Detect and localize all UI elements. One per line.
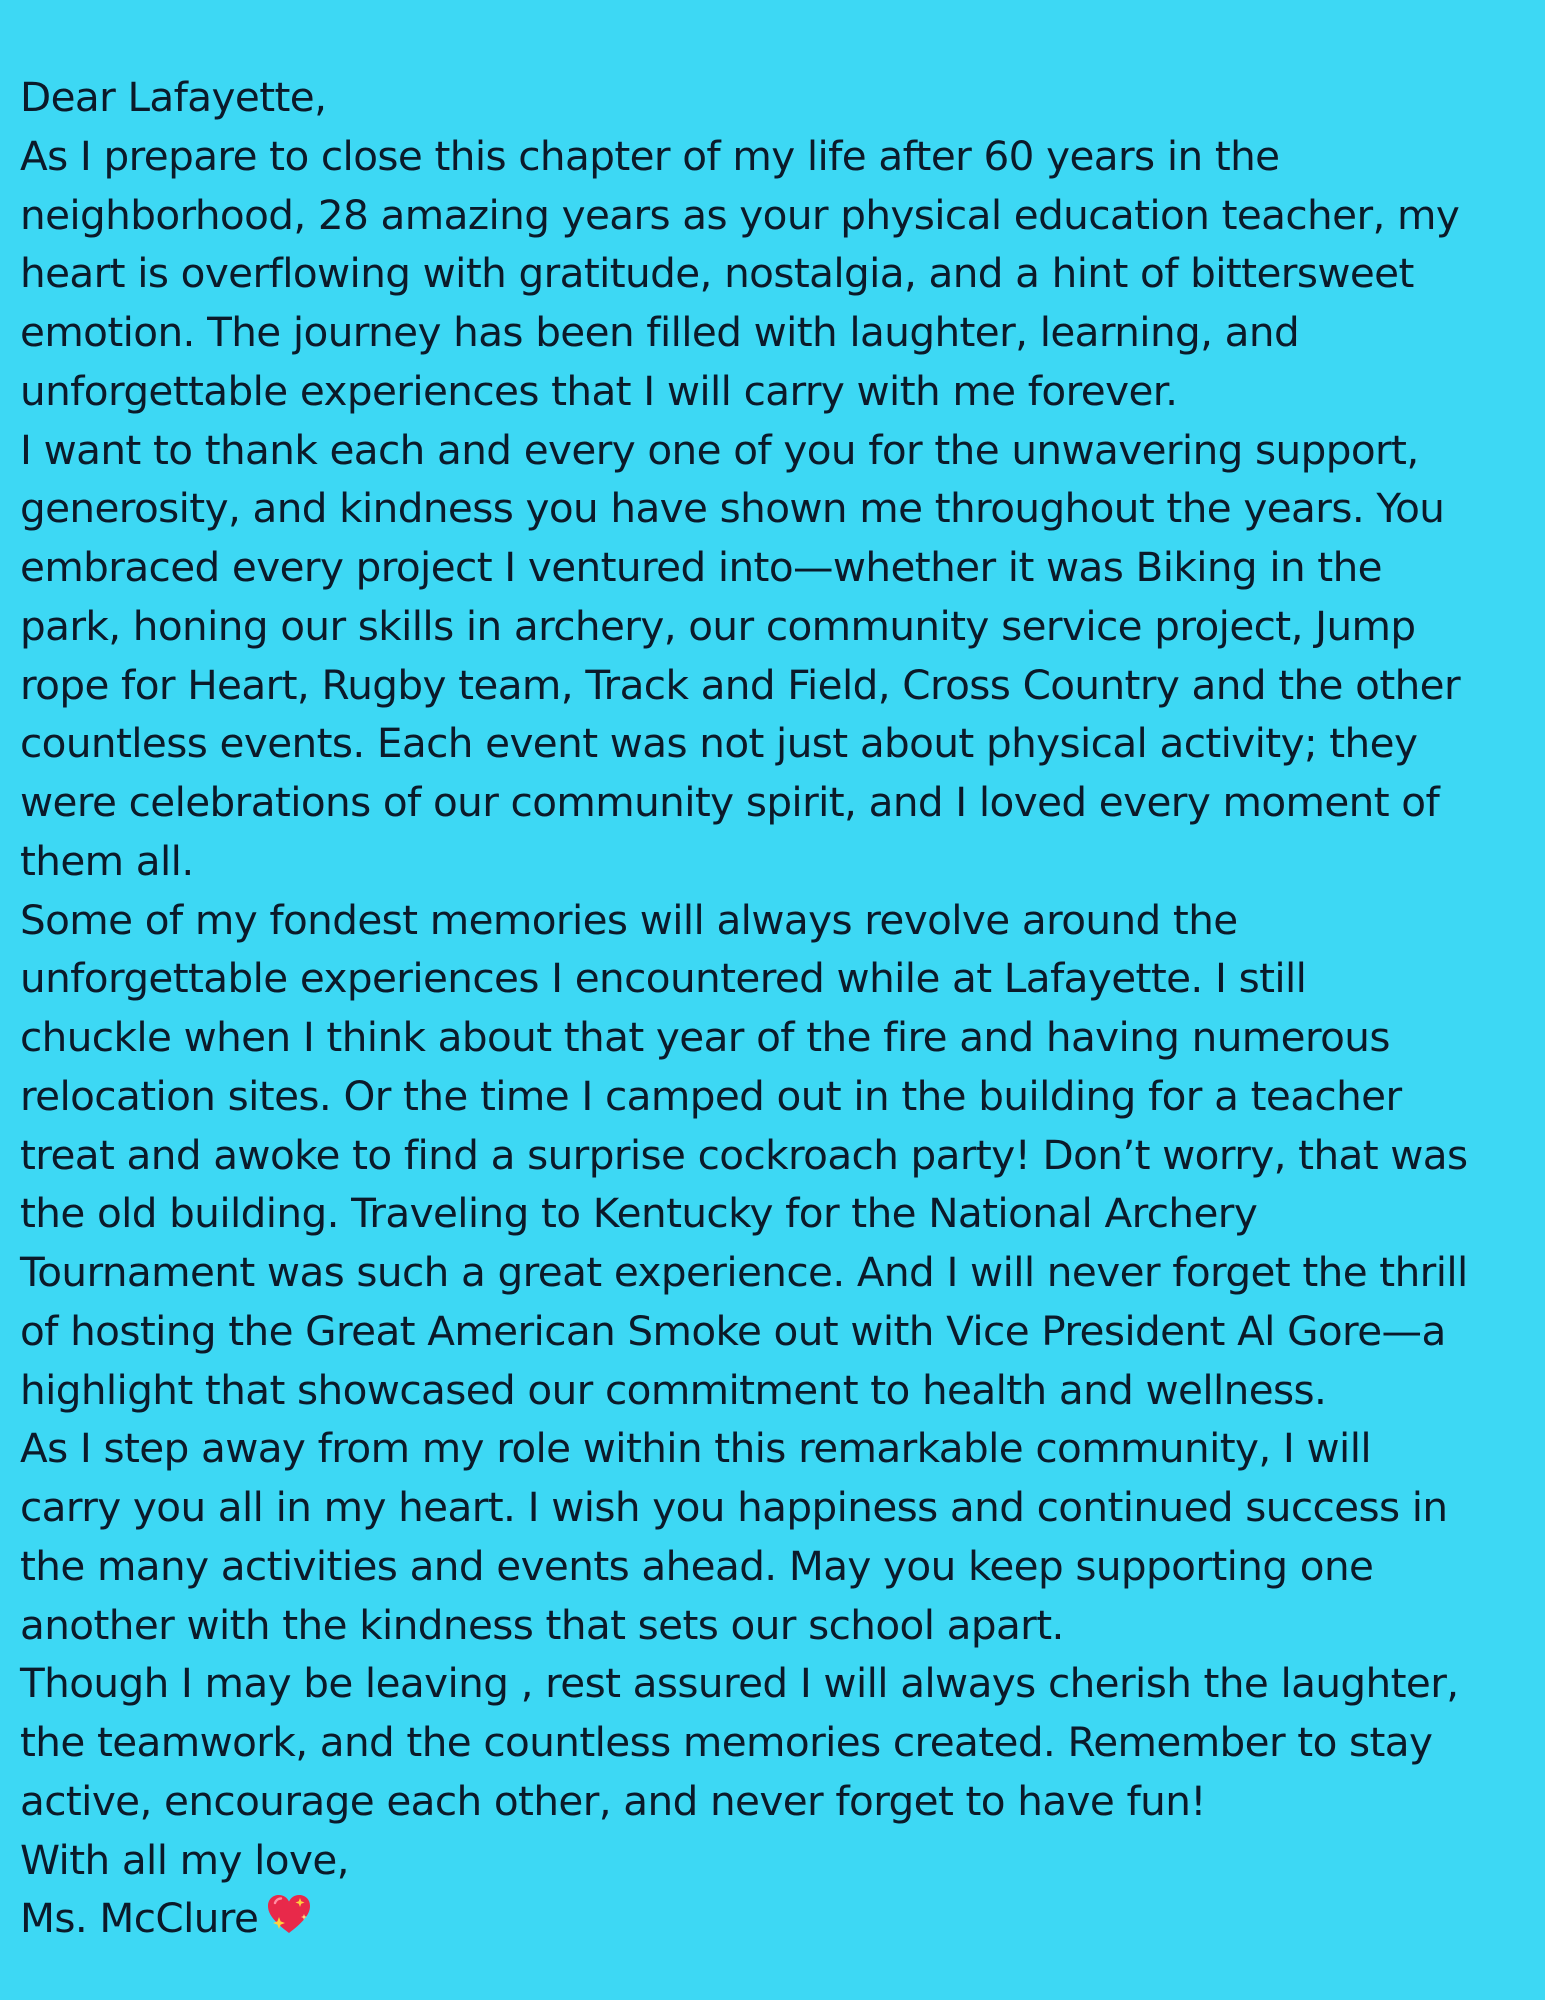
- letter-line: As I prepare to close this chapter of my life after 60 years in the: [20, 131, 1280, 180]
- letter-line: carry you all in my heart. I wish you happiness and continued success in: [20, 1483, 1448, 1531]
- letter-line: As I step away from my role within this remarkable community, I will: [20, 1424, 1372, 1473]
- letter-line: them all.: [20, 836, 194, 885]
- letter-line: highlight that showcased our commitment to health and wellness.: [20, 1365, 1327, 1414]
- greeting: Dear Lafayette,: [20, 73, 327, 121]
- letter-line: of hosting the Great American Smoke out with Vice President Al Gore—a: [20, 1306, 1446, 1355]
- signature-line: [20, 1889, 1525, 1948]
- letter-line: rope for Heart, Rugby team, Track and Field, Cross Country and the other: [20, 660, 1461, 709]
- letter-line: another with the kindness that sets our school apart.: [20, 1600, 1064, 1649]
- letter-line: Though I may be leaving , rest assured I will always cherish the laughter,: [20, 1659, 1459, 1708]
- letter-line: chuckle when I think about that year of the fire and having numerous: [20, 1013, 1390, 1061]
- letter-line: heart is overflowing with gratitude, nostalgia, and a hint of bittersweet: [20, 249, 1414, 298]
- letter-line: treat and awoke to find a surprise cockroach party! Don’t worry, that was: [20, 1130, 1468, 1179]
- letter-line: embraced every project I ventured into—whether it was Biking in the: [20, 543, 1382, 591]
- letter-line: Tournament was such a great experience. And I will never forget the thrill: [20, 1248, 1468, 1296]
- letter-line: active, encourage each other, and never forget to have fun!: [20, 1776, 1206, 1825]
- letter-line: unforgettable experiences I encountered while at Lafayette. I still: [20, 954, 1307, 1003]
- letter-line: generosity, and kindness you have shown me throughout the years. You: [20, 484, 1445, 533]
- letter-line: Some of my fondest memories will always revolve around the: [20, 895, 1238, 944]
- letter-line: the many activities and events ahead. May you keep supporting one: [20, 1541, 1374, 1590]
- closing: With all my love,: [20, 1835, 349, 1884]
- letter-line: countless events. Each event was not just about physical activity; they: [20, 719, 1418, 768]
- letter-line: the old building. Traveling to Kentucky for the National Archery: [20, 1189, 1258, 1238]
- letter-line: I want to thank each and every one of you for the unwavering support,: [20, 425, 1419, 474]
- letter-line: neighborhood, 28 amazing years as your physical education teacher, my: [20, 190, 1460, 239]
- letter-line: unforgettable experiences that I will carry with me forever.: [20, 366, 1178, 415]
- letter-line: the teamwork, and the countless memories created. Remember to stay: [20, 1718, 1433, 1766]
- letter-line: emotion. The journey has been filled with laughter, learning, and: [20, 308, 1300, 356]
- letter-line: were celebrations of our community spirit, and I loved every moment of: [20, 778, 1440, 826]
- letter-line: park, honing our skills in archery, our community service project, Jump: [20, 601, 1416, 650]
- signature: Ms. McClure: [20, 1894, 259, 1943]
- sparkling-heart-icon: [266, 1892, 312, 1938]
- letter-line: relocation sites. Or the time I camped out in the building for a teacher: [20, 1071, 1402, 1120]
